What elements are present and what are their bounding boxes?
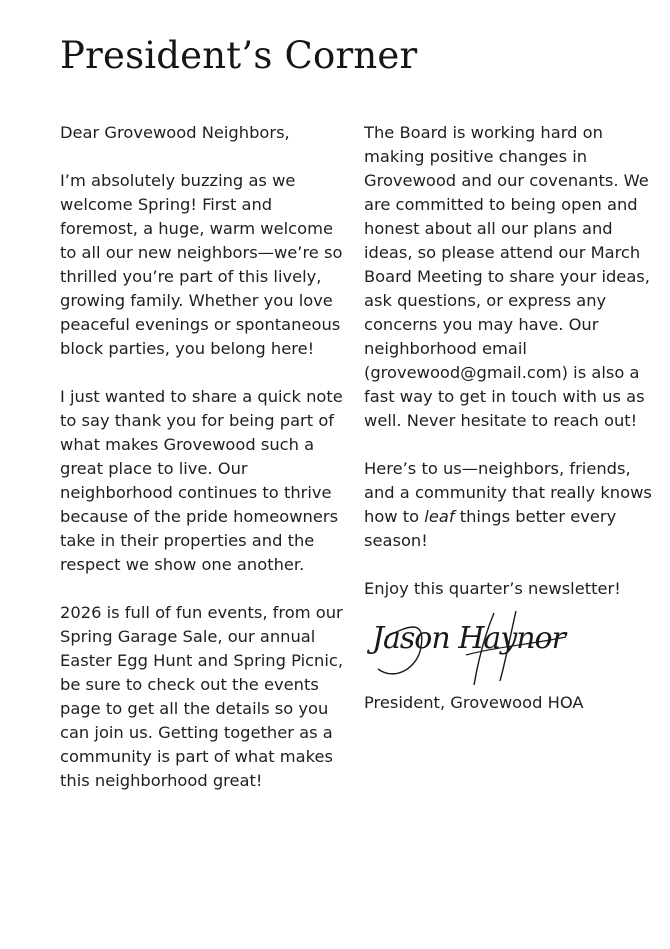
left-column (60, 121, 350, 817)
right-column (364, 121, 664, 739)
cheers-paragraph (364, 457, 664, 553)
welcome-paragraph: I’m absolutely buzzing as we welcome Spring! First and foremost, a huge, warm welcome to all our new neighbors—we’re so thrilled you’re part of this lively, growing family. Whether you love peaceful evenings or spontaneous block parties, you belong here! (60, 171, 343, 358)
signature-text: Jason Haynor (372, 621, 565, 656)
thank-you-paragraph: I just wanted to share a quick note to say thank you for being part of what makes Grovewood such a great place to live. Our neighborhood continues to thrive because of the pride homeowners take in their properties and the respect we show one another. (60, 387, 343, 574)
board-paragraph: The Board is working hard on making positive changes in Grovewood and our covenants. We are committed to being open and honest about all our plans and ideas, so please attend our March Board Meeting to share your ideas, ask questions, or express any concerns you may have. Our neighborhood email (grovewood@gmail.com) is also a fast way to get in touch with us as well. Never hesitate to reach out! (364, 123, 650, 430)
signature (366, 607, 664, 687)
cheers-text-start: Here’s to us—neighbors, friends, and a community that really knows how to (364, 459, 652, 526)
events-paragraph: 2026 is full of fun events, from our Spring Garage Sale, our annual Easter Egg Hunt and Spring Picnic, be sure to check out the events page to get all the details so you can join us. Getting together as a community is part of what makes this neighborhood great! (60, 603, 344, 790)
leaf-pun: leaf (424, 507, 455, 526)
signer-role: President, Grovewood HOA (364, 693, 584, 712)
salutation: Dear Grovewood Neighbors, (60, 123, 290, 142)
closing-line: Enjoy this quarter’s newsletter! (364, 579, 621, 598)
page-title: President’s Corner (60, 34, 418, 77)
cheers-text-end: things better every season! (364, 507, 617, 550)
